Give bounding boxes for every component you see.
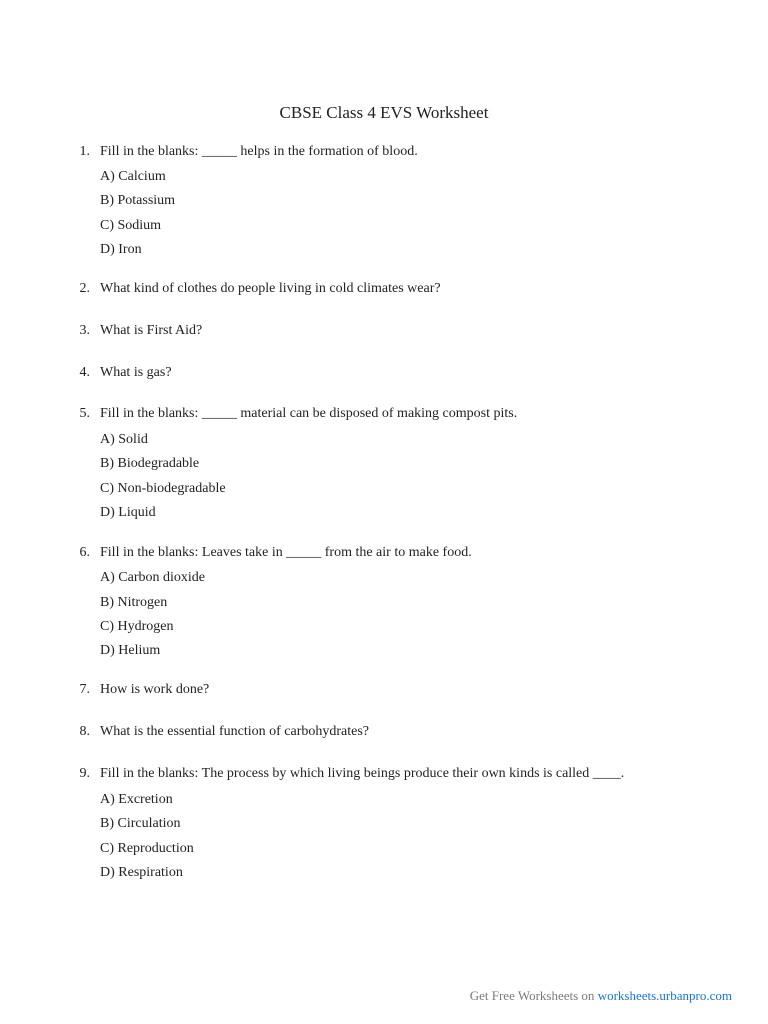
option-6a: A) Carbon dioxide <box>100 570 205 585</box>
question-text: How is work done? <box>100 682 210 697</box>
option-5a: A) Solid <box>100 432 148 447</box>
option-5d: D) Liquid <box>100 505 156 520</box>
question-number: 5. <box>79 406 90 421</box>
footer-prefix: Get Free Worksheets on <box>469 988 595 1003</box>
footer-link[interactable]: worksheets.urbanpro.com <box>597 988 732 1003</box>
footer <box>470 987 732 1005</box>
question-text: Fill in the blanks: _____ helps in the formation of blood. <box>100 144 418 159</box>
question-number: 4. <box>79 365 90 380</box>
option-1b: B) Potassium <box>100 193 176 208</box>
question-number: 2. <box>79 281 90 296</box>
question-number: 9. <box>79 766 90 781</box>
option-6b: B) Nitrogen <box>100 595 168 610</box>
option-5b: B) Biodegradable <box>100 456 200 471</box>
question-number: 7. <box>79 682 90 697</box>
option-1d: D) Iron <box>100 242 142 257</box>
page-title: CBSE Class 4 EVS Worksheet <box>279 103 489 122</box>
question-text: What is gas? <box>100 365 172 380</box>
option-9d: D) Respiration <box>100 865 183 880</box>
question-text: What is First Aid? <box>100 323 203 338</box>
question-text: Fill in the blanks: Leaves take in _____ from the air to make food. <box>100 545 472 560</box>
question-text: Fill in the blanks: _____ material can be disposed of making compost pits. <box>100 406 518 421</box>
option-1c: C) Sodium <box>100 218 162 233</box>
question-number: 3. <box>79 323 90 338</box>
option-9b: B) Circulation <box>100 816 181 831</box>
question-number: 1. <box>79 144 90 159</box>
option-6c: C) Hydrogen <box>100 619 174 634</box>
option-6d: D) Helium <box>100 643 161 658</box>
question-text: What kind of clothes do people living in cold climates wear? <box>100 281 441 296</box>
question-text: Fill in the blanks: The process by which living beings produce their own kinds is called ____. <box>100 766 625 781</box>
question-number: 8. <box>79 724 90 739</box>
question-text: What is the essential function of carbohydrates? <box>100 724 370 739</box>
option-9a: A) Excretion <box>100 792 173 807</box>
question-number: 6. <box>79 545 90 560</box>
option-9c: C) Reproduction <box>100 841 194 856</box>
option-5c: C) Non-biodegradable <box>100 481 226 496</box>
option-1a: A) Calcium <box>100 169 166 184</box>
